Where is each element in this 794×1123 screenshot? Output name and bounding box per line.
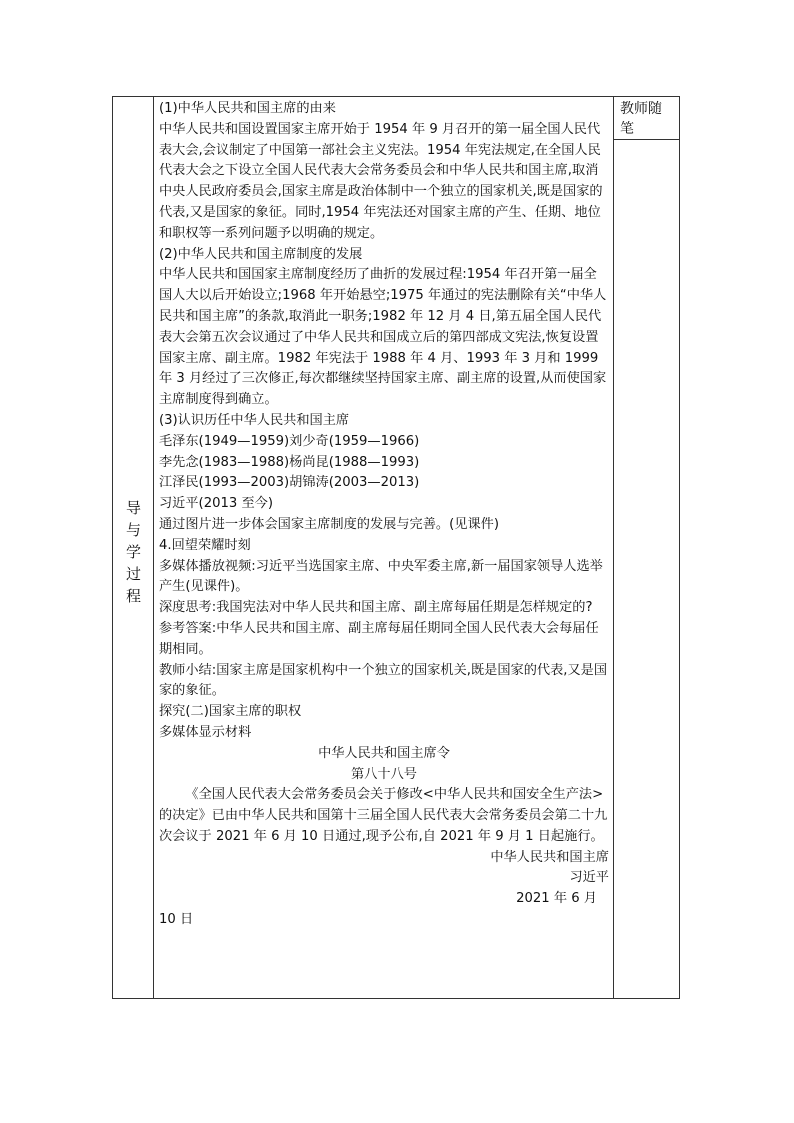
signature-date: 2021 年 6 月 — [516, 891, 597, 907]
stage-label-char: 导 — [125, 499, 141, 517]
section-title: (1)中华人民共和国主席的由来 — [159, 101, 336, 116]
signature-name: 习近平 — [569, 870, 609, 886]
paragraph: 参考答案:中华人民共和国主席、副主席每届任期同全国人民代表大会每届任期相同。 — [159, 620, 599, 657]
paragraph: 深度思考:我国宪法对中华人民共和国主席、副主席每届任期是怎样规定的? — [159, 600, 593, 616]
paragraph: 中华人民共和国国家主席制度经历了曲折的发展过程:1954 年召开第一届全国人大以后开始设立;1968 年开始悬空;1975 年通过的宪法删除有关“中华人民共和国主席”的条款,取消此一职务;1982 年 12 月 4 日,第五届全国人民代表大会第五次会议通过了中华人民共和国成立后的第四部成文宪法,恢复设置国家主席、副主席。1982 年宪法于 1988 年 4 月、1993 年 3 月和 1999 年 3 月经过了三次修正,每次都继续坚持国家主席、副主席的设置,从而使国家主席制度得到确立。 — [159, 267, 607, 408]
president-line: 习近平(2013 至今) — [159, 496, 273, 512]
president-line: 李先念(1983—1988)杨尚昆(1988—1993) — [159, 454, 420, 470]
lesson-content — [159, 99, 609, 931]
paragraph: 通过图片进一步体会国家主席制度的发展与完善。(见课件) — [159, 516, 499, 532]
order-body: 《全国人民代表大会常务委员会关于修改<中华人民共和国安全生产法>的决定》已由中华人民共和国第十三届全国人民代表大会常务委员会第二十九次会议于 2021 年 6 月 10 日通过,现予公布,自 2021 年 9 月 1 日起施行。 — [159, 787, 608, 844]
stage-label-char: 程 — [125, 587, 141, 605]
teacher-notes-header: 教师随笔 — [614, 97, 679, 140]
stage-label-char: 与 — [125, 521, 141, 539]
section-title: (3)认识历任中华人民共和国主席 — [159, 412, 350, 428]
stage-label-cell — [113, 97, 154, 998]
paragraph: 多媒体显示材料 — [159, 724, 252, 740]
president-line: 毛泽东(1949—1959)刘少奇(1959—1966) — [159, 433, 420, 449]
section-title: 探究(二)国家主席的职权 — [159, 704, 302, 720]
teacher-notes-column — [613, 97, 679, 998]
section-title: 4.回望荣耀时刻 — [159, 537, 251, 553]
signature-org: 中华人民共和国主席 — [490, 849, 609, 865]
paragraph: 教师小结:国家主席是国家机构中一个独立的国家机关,既是国家的代表,又是国家的象征。 — [159, 662, 608, 699]
lesson-table — [112, 96, 680, 999]
president-line: 江泽民(1993—2003)胡锦涛(2003—2013) — [159, 475, 420, 491]
stage-label — [113, 497, 154, 607]
section-title: (2)中华人民共和国主席制度的发展 — [159, 246, 363, 262]
stage-label-char: 学 — [125, 543, 141, 561]
order-title: 中华人民共和国主席令 — [318, 745, 450, 761]
signature-date-day: 10 日 — [159, 912, 194, 928]
order-number: 第八十八号 — [351, 766, 417, 782]
paragraph: 多媒体播放视频:习近平当选国家主席、中央军委主席,新一届国家领导人选举产生(见课件)。 — [159, 558, 603, 595]
paragraph: 中华人民共和国设置国家主席开始于 1954 年 9 月召开的第一届全国人民代表大会,会议制定了中国第一部社会主义宪法。1954 年宪法规定,在全国人民代表大会之下设立全国人民代表大会常务委员会和中华人民共和国主席,取消中央人民政府委员会,国家主席是政治体制中一个独立的国家机关,既是国家的代表,又是国家的象征。同时,1954 年宪法还对国家主席的产生、任期、地位和职权等一系列问题予以明确的规定。 — [159, 121, 603, 241]
stage-label-char: 过 — [125, 565, 141, 583]
